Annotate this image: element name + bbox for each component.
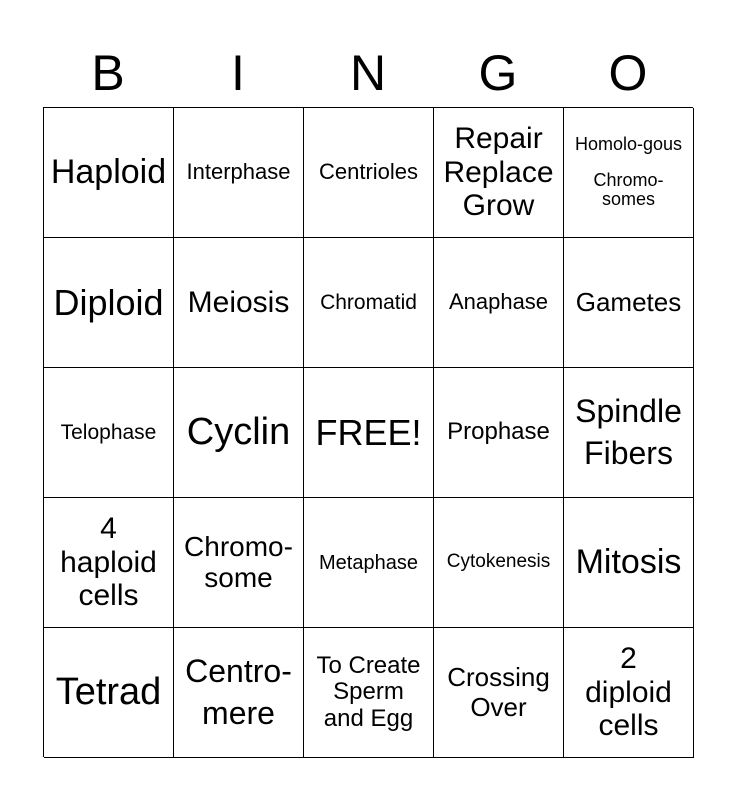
cell-text: Repair — [454, 122, 543, 156]
bingo-cell — [174, 498, 304, 628]
cell-text: Fibers — [584, 434, 673, 471]
cell-text: diploid — [585, 675, 672, 709]
cell-text: Telophase — [60, 420, 157, 444]
cell-text: Spindle — [575, 392, 682, 429]
bingo-cell — [434, 498, 564, 628]
cell-text: Diploid — [53, 281, 164, 323]
cell-text: Meiosis — [187, 285, 290, 319]
free-space-label: FREE! — [315, 411, 422, 453]
cell-text: 2 — [620, 642, 637, 676]
bingo-cell — [564, 368, 694, 498]
bingo-cell — [44, 108, 174, 238]
bingo-cell — [44, 238, 174, 368]
bingo-cell — [44, 498, 174, 628]
bingo-cell — [434, 368, 564, 498]
header-letter-i: I — [231, 45, 245, 101]
cell-text: Centro- — [185, 652, 292, 689]
bingo-cell — [564, 628, 694, 758]
cell-text: haploid — [60, 545, 157, 579]
bingo-cell — [174, 108, 304, 238]
cell-text: cells — [78, 579, 139, 613]
bingo-cell — [304, 628, 434, 758]
bingo-cell — [174, 368, 304, 498]
header-letter-g: G — [478, 45, 518, 101]
header-letter-o: O — [608, 45, 648, 101]
bingo-cell — [434, 238, 564, 368]
bingo-cell — [434, 108, 564, 238]
bingo-cell — [174, 238, 304, 368]
cell-text: Homolo-gous — [574, 133, 683, 154]
cell-text: Interphase — [186, 159, 291, 185]
bingo-header — [43, 40, 693, 106]
header-letter-b: B — [91, 45, 125, 101]
bingo-cell — [564, 498, 694, 628]
cell-text: Anaphase — [448, 289, 549, 315]
cell-text: Chromatid — [320, 290, 417, 314]
cell-text: Chromo- — [184, 531, 293, 563]
cell-text: Sperm — [333, 678, 404, 706]
cell-text: Chromo- — [593, 169, 664, 190]
cell-text: Tetrad — [55, 670, 162, 713]
cell-text: Haploid — [50, 152, 167, 191]
cell-text: Cytokenesis — [446, 551, 551, 573]
cell-text: Metaphase — [319, 551, 418, 574]
bingo-cell — [44, 628, 174, 758]
bingo-cell — [304, 108, 434, 238]
bingo-cell — [304, 498, 434, 628]
cell-text: Over — [470, 691, 527, 722]
cell-text: Crossing — [447, 662, 550, 693]
cell-text: somes — [601, 189, 655, 210]
cell-text: To Create — [316, 651, 421, 679]
bingo-cell — [304, 368, 434, 498]
bingo-cell — [434, 628, 564, 758]
cell-text: Replace — [443, 155, 554, 189]
bingo-cell — [304, 238, 434, 368]
cell-text: Mitosis — [575, 542, 682, 581]
cell-text: 4 — [100, 512, 117, 546]
bingo-cell — [564, 238, 694, 368]
cell-text: Cyclin — [186, 410, 291, 453]
cell-text: some — [204, 561, 273, 593]
bingo-cell — [564, 108, 694, 238]
cell-text: Prophase — [447, 418, 550, 446]
bingo-cell — [44, 368, 174, 498]
cell-text: and Egg — [323, 704, 414, 732]
bingo-cell — [174, 628, 304, 758]
cell-text: Gametes — [575, 286, 682, 317]
cell-text: Grow — [462, 189, 535, 223]
header-letter-n: N — [349, 45, 387, 101]
cell-text: cells — [598, 709, 659, 743]
bingo-board — [43, 107, 693, 757]
cell-text: mere — [202, 694, 275, 731]
cell-text: Centrioles — [318, 159, 419, 185]
